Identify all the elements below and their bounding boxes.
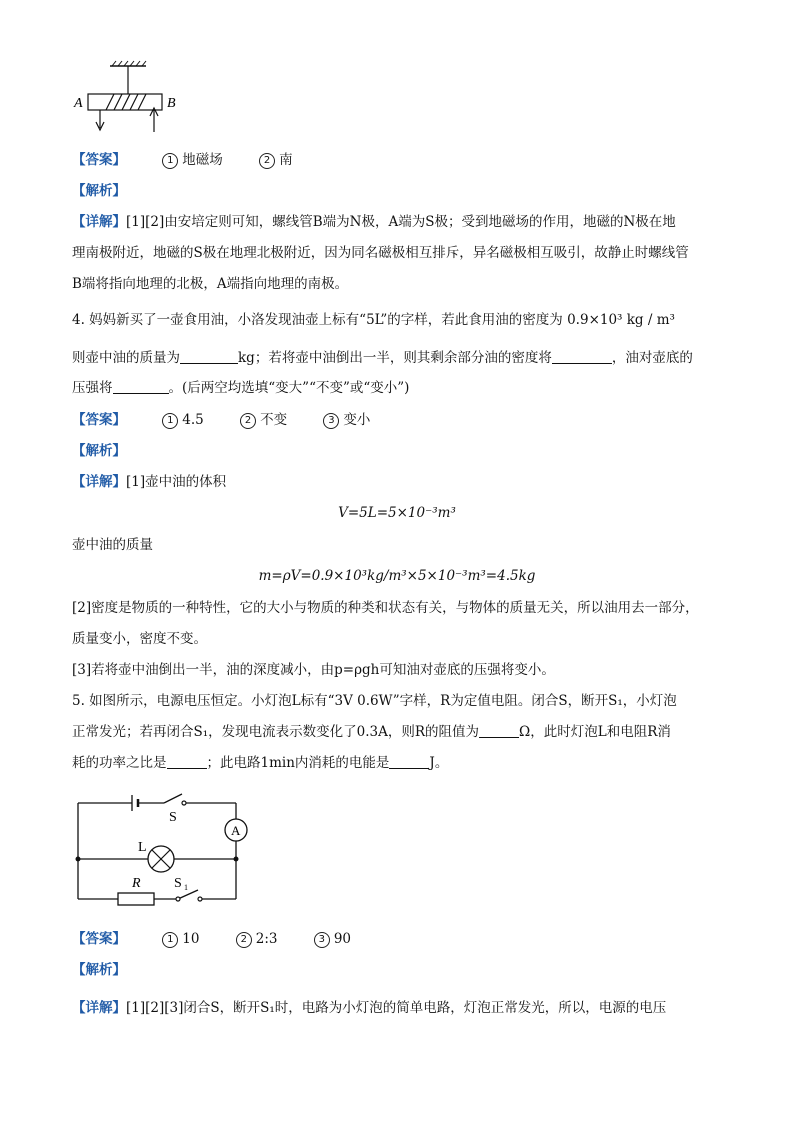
detail-tag: 【详解】 [72,474,126,490]
text: 4. 妈妈新买了一壶食用油，小洛发现油壶上标有“5L”的字样，若此食用油的密度为 [72,312,563,328]
text: 耗的功率之比是 [72,755,167,771]
answer-1 [72,150,293,170]
detail-1-line-2: 理南极附近，地磁的S极在地理北极附近，因为同名磁极相互排斥，异名磁极相互吸引，故静止时螺线管 [72,245,689,261]
text: ；此电路1min内消耗的电能是 [206,755,390,771]
q5-line-2 [72,722,671,742]
label-a: A [74,96,83,111]
text: [1][2]由安培定则可知，螺线管B端为N极，A端为S极；受到地磁场的作用，地磁的N极在地 [126,214,676,230]
formula: 0.9×10³ kg / m³ [567,312,675,328]
answer-tag: 【答案】 [72,152,126,168]
circle-1: 1 [162,932,178,948]
circle-2: 2 [259,153,275,169]
q5-line-1: 5. 如图所示，电源电压恒定。小灯泡L标有“3V 0.6W”字样，R为定值电阻。闭合S，断开S₁，小灯泡 [72,693,677,709]
switch-s1-sub: 1 [184,883,188,892]
circuit-diagram [70,785,260,920]
formula-volume: V=5L=5×10⁻³m³ [338,505,456,521]
detail-4-line-2b: 质量变小，密度不变。 [72,631,207,647]
detail-tag: 【详解】 [72,1000,126,1016]
circle-2: 2 [240,413,256,429]
text: Ω，此时灯泡L和电阻R消 [519,724,671,740]
answer-item: 10 [182,931,200,947]
circle-3: 3 [314,932,330,948]
answer-tag: 【答案】 [72,931,126,947]
detail-1-line-1 [72,212,676,232]
detail-4-line-2a: [2]密度是物质的一种特性，它的大小与物质的种类和状态有关，与物体的质量无关，所以油用去一部分， [72,600,699,616]
text: kg；若将壶中油倒出一半，则其剩余部分油的密度将 [238,350,552,366]
label-b: B [167,96,176,111]
answer-item: 变小 [343,412,371,428]
circle-2: 2 [236,932,252,948]
detail-5-line-1 [72,998,666,1018]
text: 则壶中油的质量为 [72,350,180,366]
detail-1-line-3: B端将指向地理的北极，A端指向地理的南极。 [72,276,349,292]
answer-item: 90 [333,931,351,947]
circle-1: 1 [162,413,178,429]
formula-mass: m=ρV=0.9×10³kg/m³×5×10⁻³m³=4.5kg [258,568,536,584]
answer-item: 不变 [260,412,288,428]
detail-4-line-1 [72,472,226,492]
q5-line-3 [72,753,448,773]
answer-item: 2:3 [255,931,278,947]
detail-4-mass-label: 壶中油的质量 [72,537,153,553]
blank[interactable] [552,349,612,364]
blank[interactable] [180,349,238,364]
solenoid-figure [70,60,190,140]
analysis-tag: 【解析】 [72,962,126,978]
answer-5 [72,929,351,949]
answer-item: 地磁场 [182,152,223,168]
switch-s1-label: S [174,876,182,891]
text: [1][2][3]闭合S，断开S₁时，电路为小灯泡的简单电路，灯泡正常发光，所以，电源的电压 [126,1000,667,1016]
analysis-tag: 【解析】 [72,443,126,459]
ammeter-label: A [231,823,241,838]
lamp-label: L [138,840,147,855]
q4-line-2 [72,348,693,368]
blank[interactable] [167,754,207,769]
text: 正常发光；若再闭合S₁，发现电流表示数变化了0.3A，则R的阻值为 [72,724,480,740]
answer-item: 南 [279,152,293,168]
q4-line-1 [72,310,675,330]
detail-tag: 【详解】 [72,214,126,230]
blank[interactable] [113,379,169,394]
answer-4 [72,410,370,430]
answer-tag: 【答案】 [72,412,126,428]
text: 。(后两空均选填“变大”“不变”或“变小”) [168,380,410,396]
analysis-tag: 【解析】 [72,183,126,199]
circle-3: 3 [323,413,339,429]
switch-s-label: S [169,810,177,825]
text: ，油对壶底的 [611,350,693,366]
blank[interactable] [479,723,519,738]
detail-4-line-3: [3]若将壶中油倒出一半，油的深度减小，由p=ρgh可知油对壶底的压强将变小。 [72,662,555,678]
text: J。 [429,755,449,771]
answer-item: 4.5 [182,412,204,428]
q4-line-3 [72,378,409,398]
blank[interactable] [389,754,429,769]
circle-1: 1 [162,153,178,169]
text: [1]壶中油的体积 [126,474,227,490]
text: 压强将 [72,380,113,396]
resistor-label: R [132,876,141,891]
